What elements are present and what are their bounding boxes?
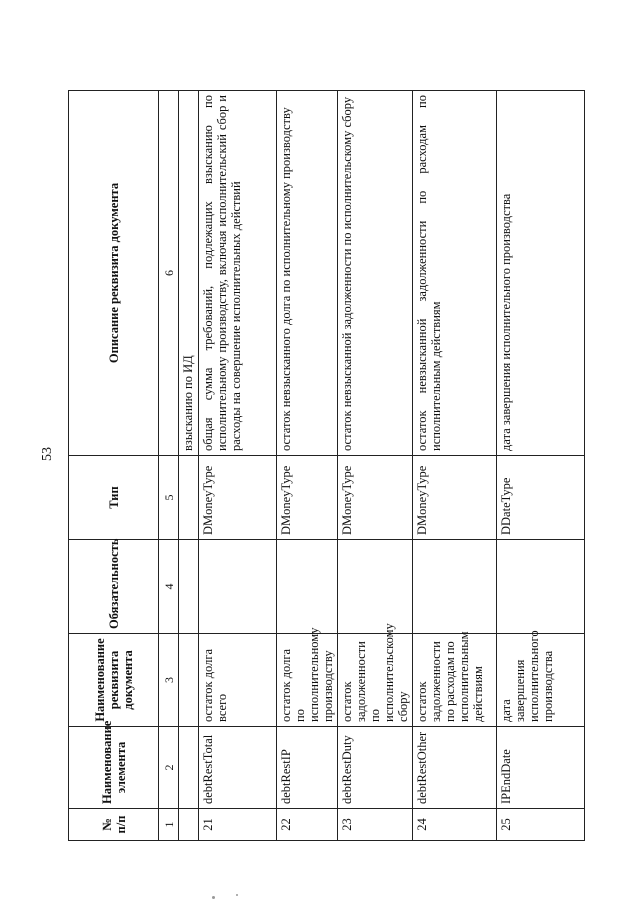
requisite-name: дата завершения исполнительного производства xyxy=(497,634,585,727)
requisites-table xyxy=(68,90,585,841)
table-cell xyxy=(179,727,199,809)
element-name: debtRestTotal xyxy=(199,727,277,809)
requisite-description: общая сумма требований, подлежащих взысканию по исполнительному производству, включая исполнительский сбор и расходы на совершение исполнительных действий xyxy=(199,91,277,456)
column-number-row xyxy=(159,91,179,841)
header-description: Описание реквизита документа xyxy=(69,91,159,456)
header-required: Обязательность xyxy=(69,540,159,634)
element-name: debtRestIP xyxy=(277,727,338,809)
requisite-name: остаток задолженности по исполнительскому сбору xyxy=(338,634,413,727)
page-number: 53 xyxy=(40,447,55,461)
table-row xyxy=(338,91,413,841)
element-name: debtRestDuty xyxy=(338,727,413,809)
requisite-description: остаток невзысканной задолженности по расходам по исполнительным действиям xyxy=(413,91,497,456)
column-number: 6 xyxy=(159,91,179,456)
column-number: 3 xyxy=(159,634,179,727)
header-type: Тип xyxy=(69,456,159,540)
element-type: DMoneyType xyxy=(199,456,277,540)
continuation-row xyxy=(179,91,199,841)
scan-artifact xyxy=(236,894,238,896)
column-number: 1 xyxy=(159,809,179,841)
required-flag xyxy=(199,540,277,634)
element-type: DDateType xyxy=(497,456,585,540)
header-element: Наименование элемента xyxy=(69,727,159,809)
element-type: DMoneyType xyxy=(413,456,497,540)
required-flag xyxy=(413,540,497,634)
continuation-text: взысканию по ИД xyxy=(179,91,199,456)
rotated-table-container xyxy=(68,91,566,841)
header-row xyxy=(69,91,159,841)
table-row xyxy=(277,91,338,841)
table-row xyxy=(413,91,497,841)
requisite-name: остаток долга всего xyxy=(199,634,277,727)
requisite-name: остаток долга по исполнительному производству xyxy=(277,634,338,727)
table-cell xyxy=(179,540,199,634)
scan-artifact xyxy=(212,896,215,899)
element-type: DMoneyType xyxy=(277,456,338,540)
element-name: debtRestOther xyxy=(413,727,497,809)
element-name: IPEndDate xyxy=(497,727,585,809)
table-cell xyxy=(179,456,199,540)
required-flag xyxy=(497,540,585,634)
row-number: 23 xyxy=(338,809,413,841)
column-number: 5 xyxy=(159,456,179,540)
element-type: DMoneyType xyxy=(338,456,413,540)
requisite-description: остаток невзысканной задолженности по исполнительскому сбору xyxy=(338,91,413,456)
requisite-description: дата завершения исполнительного производства xyxy=(497,91,585,456)
table-cell xyxy=(179,809,199,841)
header-num: № п/п xyxy=(69,809,159,841)
column-number: 2 xyxy=(159,727,179,809)
row-number: 21 xyxy=(199,809,277,841)
requisite-name: остаток задолженности по расходам по исполнительным действиям xyxy=(413,634,497,727)
table-cell xyxy=(179,634,199,727)
row-number: 24 xyxy=(413,809,497,841)
required-flag xyxy=(277,540,338,634)
header-name: Наименование реквизита документа xyxy=(69,634,159,727)
table-row xyxy=(199,91,277,841)
row-number: 22 xyxy=(277,809,338,841)
required-flag xyxy=(338,540,413,634)
row-number: 25 xyxy=(497,809,585,841)
table-row xyxy=(497,91,585,841)
column-number: 4 xyxy=(159,540,179,634)
requisite-description: остаток невзысканного долга по исполнительному производству xyxy=(277,91,338,456)
